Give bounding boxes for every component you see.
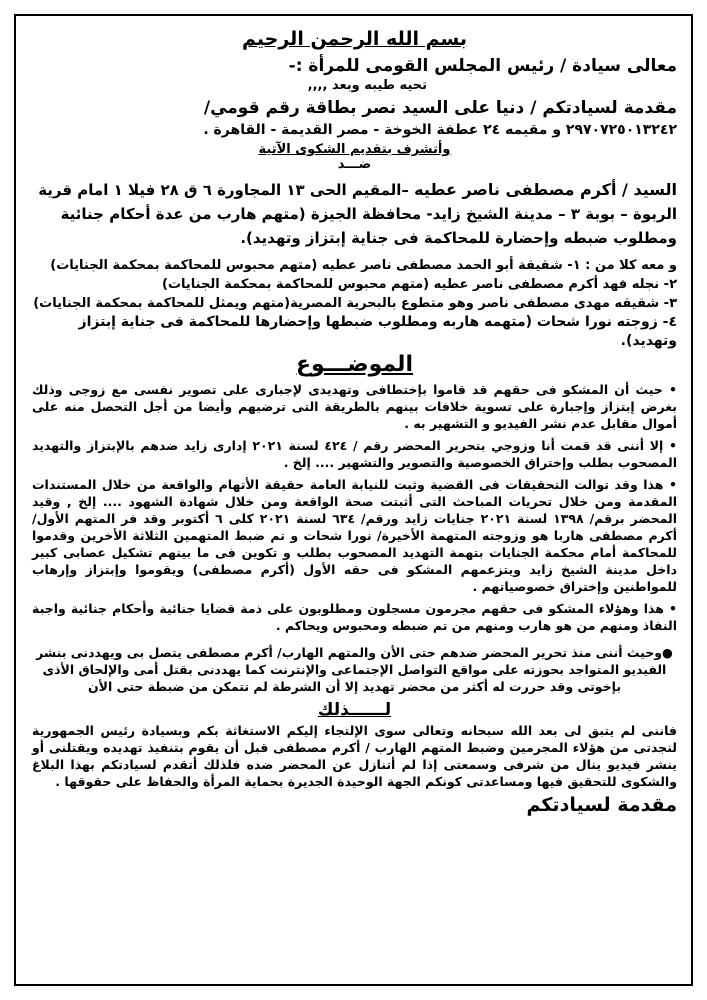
accomplice-item: ٣- شقيقه مهدى مصطفى ناصر وهو متطوع بالبحرية المصرية(متهم ويمثل للمحاكمة بمحكمة الجنايات) <box>33 296 677 311</box>
subject-paragraph: • هذا وقد توالت التحقيقات فى القضية وثبت للنيابة العامة حقيقة الأتهام والواقعة من خلال المستندات المقدمة ومن خلال تحريات المباحث التى أثبتت صحة الواقعة ومن خلال شهادة الشهود .... إلخ , وقيد المحضر برقم/ ١٣٩٨ لسنة ٢٠٢١ جنايات زايد ورقم/ ٦٣٤ لسنة ٢٠٢١ كلى ٦ أكتوبر وقد فر المتهم الأول/ أكرم مصطفى هاربا هو وزوجته المتهمة الأخيرة/ نورا شحات و تم ضبط المتهمين الثلاثة الأخرين وقدموا للمحاكمة أمام محكمة الجنايات بتهمة التهديد المصحوب بطلب و تكوين فى ما بينهم تشكيل عصابى كبير داخل مدينة الشيخ زايد ويتزعمهم المشكو فى حقه الأول (أكرم مصطفى) ويقوموا وإبتزاز وإرهاب للمواطنين وإختراق خصوصياتهم . <box>32 477 677 594</box>
greeting-line: تحيه طيبه وبعد ,,,, <box>307 78 427 93</box>
subject-heading: الموضـــوع <box>296 352 413 377</box>
accused-name: السيد / أكرم مصطفى ناصر عطيه <box>414 180 677 199</box>
threat-paragraph: ●وحيث أننى منذ تحرير المحضر ضدهم حتى الأن والمتهم الهارب/ أكرم مصطفى يتصل بى ويهددنى بنشر الفيديو المتواجد بحوزته على مواقع التواصل الإجتماعى والإنترنت كما يهددنى بقتل أمى والإلحاق الأذى بإخوتى وقد حررت له أكثر من محضر تهديد إلا أن الشرطة لم تتمكن من ضبطة حتى الأن <box>36 645 673 694</box>
basmala-heading: بسم الله الرحمن الرحيم <box>242 28 467 50</box>
complaint-title: وأتشرف بتقديم الشكوى الآتية <box>258 142 451 157</box>
accomplice-item: ٤- زوجته نورا شحات (متهمه هاربه ومطلوب ضبطها وإحضارها للمحاكمة فى جناية إبتزاز وتهديد). <box>78 314 677 349</box>
closing-paragraph: فاننى لم يتبق لى بعد الله سبحانه وتعالى سوى الإلتجاء إليكم الاستغاثة بكم وبسيادة رئيس الجمهورية لنجدتى من هؤلاء المجرمين وضبط المتهم الهارب / أكرم مصطفى قبل أن يقوم بتنفيذ تهديده ويقتلنى أو ينشر فيديو ينال من شرفى وسمعتى إذا لم أتنازل عن المحضر ضده فلذلك أتقدم لسيادتكم بهذا البلاغ والشكوى للتحقيق فيها ومساعدتى كونكم الجهة الوحيدة الجديرة بحماية المرأة والحفاظ على حقوقها . <box>32 723 677 789</box>
subject-paragraph: • حيث أن المشكو فى حقهم قد قاموا بإختطافى وتهديدى لإجبارى على تصوير نفسى مع زوجى وذلك بغرض إبتزاز وإجبارة على تسوية خلافات بينهم بالطريقة التى ترضيهم وأيضا من أجل التحصل منه على أموال مقابل عدم نشر الفيديو و التشهير به . <box>32 382 677 431</box>
therefore-heading: لــــــذلك <box>317 700 392 720</box>
subject-paragraph: • هذا وهؤلاء المشكو فى حقهم مجرمون مسجلون ومطلوبون على ذمة قضايا جنائية وأحكام جنائية واجبة النفاذ ومنهم من هو هارب ومنهم من تم ضبطه ومحبوس ويحاكم . <box>32 601 677 633</box>
document-body <box>16 16 691 984</box>
accomplice-item: و معه كلا من : ١- شقيقة أبو الحمد مصطفى ناصر عطيه (متهم محبوس للمحاكمة بمحكمة الجنايات) <box>50 258 677 273</box>
document-page <box>14 14 693 986</box>
complainant-id-address: ٢٩٧٠٧٢٥٠١٣٢٤٢ و مقيمه ٢٤ عطفة الخوخة - مصر القديمة - القاهرة . <box>203 122 677 138</box>
accused-details: –المقيم الحى ١٣ المجاورة ٦ ق ٢٨ فيلا ١ امام قرية الربوة – بوبة ٣ – مدينة الشيخ زايد- محافظة الجيزة (متهم هارب من عدة أحكام جنائية ومطلوب ضبطه وإحضارة للمحاكمة فى جناية إبتزاز وتهديد). <box>38 181 677 247</box>
against-label: ضـــد <box>337 157 372 172</box>
complainant-intro-line: مقدمة لسيادتكم / دنيا على السيد نصر بطاقة رقم قومي/ <box>203 98 677 118</box>
signoff-line: مقدمة لسيادتكم <box>526 794 677 816</box>
accomplices-list <box>32 256 677 351</box>
accomplice-item: ٢- نجله فهد أكرم مصطفى ناصر عطيه (متهم محبوس للمحاكمة بمحكمة الجنايات) <box>162 277 677 292</box>
accused-block <box>32 178 677 250</box>
addressee-line: معالى سيادة / رئيس المجلس القومى للمرأة :- <box>288 56 677 76</box>
subject-paragraph: • إلا أننى قد قمت أنا وزوجي بتحرير المحضر رقم / ٤٢٤ لسنة ٢٠٢١ إدارى زايد ضدهم بالإبتزاز والتهديد المصحوب بطلب وإختراق الخصوصية والتصوير والتشهير .... إلخ . <box>32 438 677 470</box>
